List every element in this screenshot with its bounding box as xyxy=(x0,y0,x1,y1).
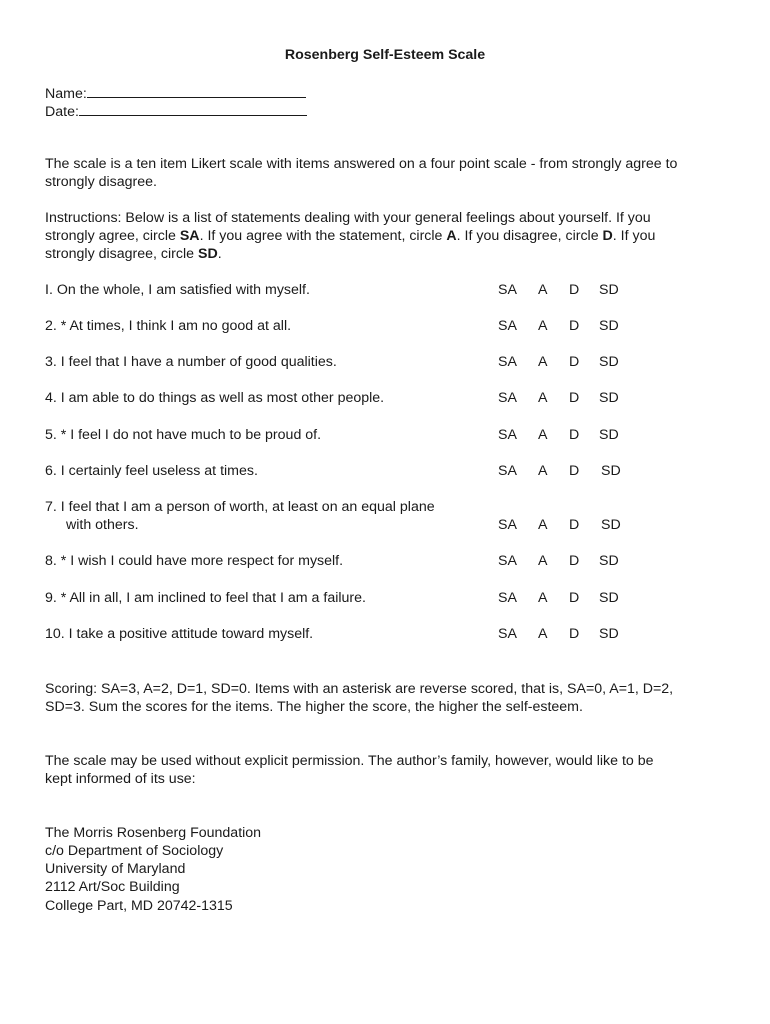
option-a[interactable]: A xyxy=(538,626,548,642)
option-sd[interactable]: SD xyxy=(599,390,619,406)
option-sd[interactable]: SD xyxy=(599,590,619,606)
option-a[interactable]: A xyxy=(538,427,548,443)
page-title: Rosenberg Self-Esteem Scale xyxy=(284,47,486,63)
option-a[interactable]: A xyxy=(538,463,548,479)
address-line: University of Maryland xyxy=(45,861,186,877)
instructions-code-d: D xyxy=(602,228,613,244)
scale-item-9 xyxy=(45,589,735,607)
permission-line-1: The scale may be used without explicit permission. The author’s family, however, would like to be xyxy=(45,753,654,769)
scale-item-4 xyxy=(45,389,735,407)
option-a[interactable]: A xyxy=(538,354,548,370)
name-label: Name: xyxy=(45,86,87,102)
address-line: The Morris Rosenberg Foundation xyxy=(45,825,262,841)
scale-item-7 xyxy=(45,498,735,534)
instructions-text: . xyxy=(217,246,222,262)
option-a[interactable]: A xyxy=(538,590,548,606)
option-d[interactable]: D xyxy=(569,282,580,298)
option-a[interactable]: A xyxy=(538,553,548,569)
option-sd[interactable]: SD xyxy=(599,626,619,642)
scale-item-3 xyxy=(45,353,735,371)
option-sa[interactable]: SA xyxy=(498,553,517,569)
date-field[interactable] xyxy=(45,101,307,121)
option-d[interactable]: D xyxy=(569,318,580,334)
permission-line-2: kept informed of its use: xyxy=(45,771,196,787)
option-sd[interactable]: SD xyxy=(599,282,619,298)
instructions-line-1: Instructions: Below is a list of statements dealing with your general feelings about yourself. If you xyxy=(45,210,651,226)
scale-item-10 xyxy=(45,625,735,643)
option-d[interactable]: D xyxy=(569,590,580,606)
option-sd[interactable]: SD xyxy=(599,427,619,443)
item-statement: 2. * At times, I think I am no good at all. xyxy=(45,318,292,334)
option-sa[interactable]: SA xyxy=(498,390,517,406)
option-a[interactable]: A xyxy=(538,517,548,533)
option-d[interactable]: D xyxy=(569,354,580,370)
option-a[interactable]: A xyxy=(538,390,548,406)
option-d[interactable]: D xyxy=(569,517,580,533)
instructions-text: . If you xyxy=(612,228,656,244)
option-sd[interactable]: SD xyxy=(601,463,621,479)
option-sa[interactable]: SA xyxy=(498,354,517,370)
scoring-line-2: SD=3. Sum the scores for the items. The higher the score, the higher the self-esteem. xyxy=(45,699,583,715)
scale-item-5 xyxy=(45,426,735,444)
option-d[interactable]: D xyxy=(569,427,580,443)
instructions-text: strongly agree, circle xyxy=(45,228,180,244)
address-line: College Part, MD 20742-1315 xyxy=(45,898,233,914)
item-statement: 10. I take a positive attitude toward myself. xyxy=(45,626,314,642)
scale-item-2 xyxy=(45,317,735,335)
item-statement: 5. * I feel I do not have much to be proud of. xyxy=(45,427,322,443)
intro-line-2: strongly disagree. xyxy=(45,174,157,190)
instructions-code-sa: SA xyxy=(179,228,200,244)
item-statement: 6. I certainly feel useless at times. xyxy=(45,463,258,479)
option-a[interactable]: A xyxy=(538,282,548,298)
option-sa[interactable]: SA xyxy=(498,427,517,443)
option-a[interactable]: A xyxy=(538,318,548,334)
option-sd[interactable]: SD xyxy=(599,318,619,334)
address-line: 2112 Art/Soc Building xyxy=(45,879,180,895)
instructions-line-2 xyxy=(45,227,655,245)
name-field[interactable] xyxy=(45,83,306,103)
scale-item-6 xyxy=(45,462,735,480)
name-blank-line[interactable] xyxy=(87,83,306,98)
scale-item-1 xyxy=(45,281,735,299)
item-statement-continued: with others. xyxy=(66,517,139,533)
option-sd[interactable]: SD xyxy=(599,354,619,370)
item-statement: 8. * I wish I could have more respect for myself. xyxy=(45,553,344,569)
option-sa[interactable]: SA xyxy=(498,282,517,298)
option-d[interactable]: D xyxy=(569,553,580,569)
option-sa[interactable]: SA xyxy=(498,318,517,334)
item-statement: 7. I feel that I am a person of worth, at least on an equal plane xyxy=(45,499,435,515)
instructions-text: . If you agree with the statement, circle xyxy=(199,228,447,244)
option-sa[interactable]: SA xyxy=(498,590,517,606)
instructions-line-3 xyxy=(45,245,222,263)
instructions-text: . If you disagree, circle xyxy=(456,228,603,244)
option-sa[interactable]: SA xyxy=(498,626,517,642)
address-line: c/o Department of Sociology xyxy=(45,843,224,859)
instructions-text: strongly disagree, circle xyxy=(45,246,198,262)
intro-line-1: The scale is a ten item Likert scale with items answered on a four point scale - from strongly agree to xyxy=(45,156,678,172)
item-statement: 9. * All in all, I am inclined to feel that I am a failure. xyxy=(45,590,366,606)
instructions-code-a: A xyxy=(446,228,457,244)
item-statement: 3. I feel that I have a number of good qualities. xyxy=(45,354,337,370)
date-label: Date: xyxy=(45,104,79,120)
option-d[interactable]: D xyxy=(569,626,580,642)
instructions-code-sd: SD xyxy=(197,246,218,262)
item-statement: 4. I am able to do things as well as most other people. xyxy=(45,390,385,406)
option-sd[interactable]: SD xyxy=(599,553,619,569)
option-d[interactable]: D xyxy=(569,463,580,479)
option-d[interactable]: D xyxy=(569,390,580,406)
option-sa[interactable]: SA xyxy=(498,517,517,533)
scale-item-8 xyxy=(45,552,735,570)
option-sd[interactable]: SD xyxy=(601,517,621,533)
option-sa[interactable]: SA xyxy=(498,463,517,479)
scoring-line-1: Scoring: SA=3, A=2, D=1, SD=0. Items with an asterisk are reverse scored, that is, SA=0, A=1, D=2, xyxy=(45,681,674,697)
date-blank-line[interactable] xyxy=(79,101,307,116)
item-statement: I. On the whole, I am satisfied with myself. xyxy=(45,282,310,298)
